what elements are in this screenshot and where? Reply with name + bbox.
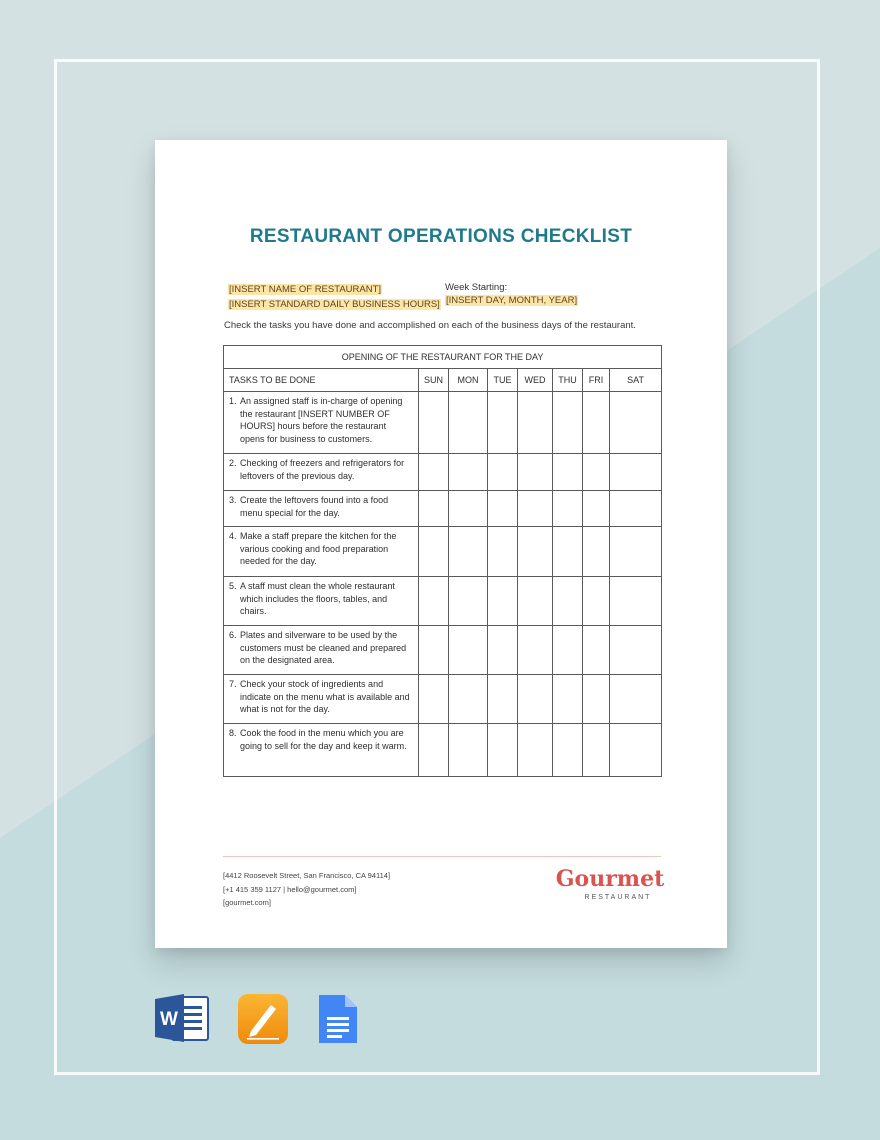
business-hours-placeholder: [INSERT STANDARD DAILY BUSINESS HOURS] <box>229 299 440 310</box>
day-header-sun: SUN <box>419 369 449 392</box>
check-cell[interactable] <box>610 491 662 527</box>
word-icon[interactable] <box>154 992 210 1044</box>
day-header-sat: SAT <box>610 369 662 392</box>
check-cell[interactable] <box>419 491 449 527</box>
day-header-fri: FRI <box>583 369 610 392</box>
check-cell[interactable] <box>518 675 553 724</box>
check-cell[interactable] <box>553 724 583 777</box>
svg-text:W: W <box>160 1009 178 1030</box>
restaurant-info <box>228 281 441 311</box>
check-cell[interactable] <box>449 626 488 675</box>
footer-address: [4412 Roosevelt Street, San Francisco, CA 94114] <box>223 871 391 880</box>
check-cell[interactable] <box>583 392 610 454</box>
table-row <box>224 724 662 777</box>
task-cell: 8. Cook the food in the menu which you are going to sell for the day and keep it warm. <box>224 724 419 777</box>
check-cell[interactable] <box>583 724 610 777</box>
check-cell[interactable] <box>553 454 583 491</box>
check-cell[interactable] <box>553 527 583 577</box>
check-cell[interactable] <box>449 392 488 454</box>
pages-icon[interactable] <box>237 993 289 1045</box>
check-cell[interactable] <box>583 675 610 724</box>
week-starting-label: Week Starting: <box>445 282 508 293</box>
logo-name: Gourmet <box>555 866 665 892</box>
check-cell[interactable] <box>518 491 553 527</box>
check-cell[interactable] <box>553 626 583 675</box>
task-cell: 3. Create the leftovers found into a food menu special for the day. <box>224 491 419 527</box>
check-cell[interactable] <box>488 491 518 527</box>
check-cell[interactable] <box>518 724 553 777</box>
table-row <box>224 491 662 527</box>
task-cell: 1. An assigned staff is in-charge of opening the restaurant [INSERT NUMBER OF HOURS] hours before the restaurant opens for business to customers. <box>224 392 419 454</box>
week-info <box>445 281 578 307</box>
check-cell[interactable] <box>610 577 662 626</box>
check-cell[interactable] <box>419 454 449 491</box>
week-date-placeholder: [INSERT DAY, MONTH, YEAR] <box>446 295 578 306</box>
check-cell[interactable] <box>419 626 449 675</box>
table-caption: OPENING OF THE RESTAURANT FOR THE DAY <box>224 346 662 369</box>
check-cell[interactable] <box>553 577 583 626</box>
check-cell[interactable] <box>419 675 449 724</box>
check-cell[interactable] <box>553 491 583 527</box>
check-cell[interactable] <box>610 724 662 777</box>
check-cell[interactable] <box>553 675 583 724</box>
table-row <box>224 527 662 577</box>
check-cell[interactable] <box>583 491 610 527</box>
tasks-column-header: TASKS TO BE DONE <box>224 369 419 392</box>
task-cell: 6. Plates and silverware to be used by the customers must be cleaned and prepared on the designated area. <box>224 626 419 675</box>
check-cell[interactable] <box>449 577 488 626</box>
check-cell[interactable] <box>583 626 610 675</box>
table-row <box>224 392 662 454</box>
page-title: RESTAURANT OPERATIONS CHECKLIST <box>249 226 633 247</box>
check-cell[interactable] <box>488 527 518 577</box>
check-cell[interactable] <box>610 675 662 724</box>
table-row <box>224 675 662 724</box>
checklist-table <box>223 345 662 777</box>
check-cell[interactable] <box>488 626 518 675</box>
check-cell[interactable] <box>610 454 662 491</box>
check-cell[interactable] <box>518 527 553 577</box>
check-cell[interactable] <box>610 392 662 454</box>
check-cell[interactable] <box>518 626 553 675</box>
check-cell[interactable] <box>610 527 662 577</box>
google-docs-icon[interactable] <box>317 993 359 1045</box>
check-cell[interactable] <box>518 577 553 626</box>
check-cell[interactable] <box>553 392 583 454</box>
check-cell[interactable] <box>610 626 662 675</box>
check-cell[interactable] <box>488 675 518 724</box>
footer-contact <box>223 869 390 910</box>
check-cell[interactable] <box>488 454 518 491</box>
check-cell[interactable] <box>449 724 488 777</box>
check-cell[interactable] <box>419 577 449 626</box>
table-row <box>224 454 662 491</box>
check-cell[interactable] <box>488 392 518 454</box>
check-cell[interactable] <box>488 577 518 626</box>
check-cell[interactable] <box>449 675 488 724</box>
check-cell[interactable] <box>419 527 449 577</box>
restaurant-logo <box>555 867 665 901</box>
check-cell[interactable] <box>449 527 488 577</box>
task-cell: 7. Check your stock of ingredients and indicate on the menu what is available and what is not for the day. <box>224 675 419 724</box>
check-cell[interactable] <box>449 491 488 527</box>
check-cell[interactable] <box>518 392 553 454</box>
check-cell[interactable] <box>449 454 488 491</box>
day-header-tue: TUE <box>488 369 518 392</box>
table-row <box>224 626 662 675</box>
task-cell: 5. A staff must clean the whole restaurant which includes the floors, tables, and chairs. <box>224 577 419 626</box>
day-header-mon: MON <box>449 369 488 392</box>
footer-phone-email: [+1 415 359 1127 | hello@gourmet.com] <box>223 884 357 894</box>
task-cell: 2. Checking of freezers and refrigerators for leftovers of the previous day. <box>224 454 419 491</box>
check-cell[interactable] <box>419 724 449 777</box>
day-header-wed: WED <box>518 369 553 392</box>
footer-website: [gourmet.com] <box>223 898 271 907</box>
logo-subtitle: RESTAURANT <box>584 894 652 901</box>
check-cell[interactable] <box>583 577 610 626</box>
restaurant-name-placeholder: [INSERT NAME OF RESTAURANT] <box>229 284 382 295</box>
check-cell[interactable] <box>488 724 518 777</box>
check-cell[interactable] <box>518 454 553 491</box>
task-cell: 4. Make a staff prepare the kitchen for the various cooking and food preparation needed for the day. <box>224 527 419 577</box>
check-cell[interactable] <box>583 454 610 491</box>
footer-divider <box>223 856 661 857</box>
check-cell[interactable] <box>583 527 610 577</box>
table-header-row <box>224 369 662 392</box>
check-cell[interactable] <box>419 392 449 454</box>
document-page <box>155 140 727 948</box>
table-row <box>224 577 662 626</box>
day-header-thu: THU <box>553 369 583 392</box>
instruction-text: Check the tasks you have done and accomplished on each of the business days of the restaurant. <box>224 320 636 331</box>
